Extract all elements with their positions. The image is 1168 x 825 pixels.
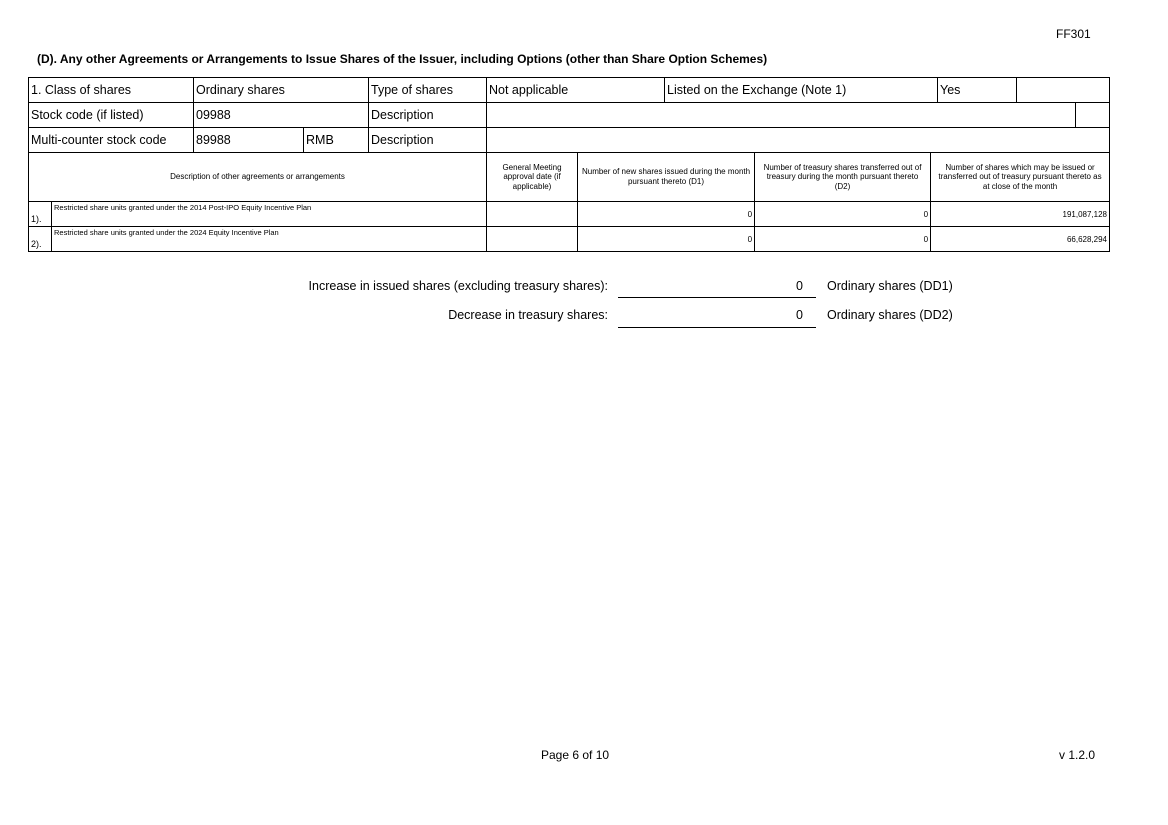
header-treasury-transferred: Number of treasury shares transferred out of treasury during the month pursuant thereto (D2) (755, 153, 931, 202)
form-code: FF301 (1056, 27, 1091, 41)
description-value-2 (487, 128, 1110, 153)
class-label: 1. Class of shares (29, 78, 194, 103)
listed-label: Listed on the Exchange (Note 1) (665, 78, 938, 103)
listed-value: Yes (938, 78, 1017, 103)
arrangements-table (28, 152, 1110, 252)
row-approval-date (487, 202, 578, 227)
header-may-be-issued: Number of shares which may be issued or transferred out of treasury pursuant thereto as at close of the month (931, 153, 1110, 202)
row-index: 1). (29, 202, 52, 227)
row-description: Restricted share units granted under the 2024 Equity Incentive Plan (52, 227, 487, 252)
table-row (29, 227, 1110, 252)
header-approval-date: General Meeting approval date (if applicable) (487, 153, 578, 202)
row-treasury-transferred: 0 (755, 227, 931, 252)
row-new-shares: 0 (578, 227, 755, 252)
empty-cell (1076, 103, 1110, 128)
row-new-shares: 0 (578, 202, 755, 227)
currency: RMB (304, 128, 369, 153)
empty-cell (1017, 78, 1110, 103)
description-label-2: Description (369, 128, 487, 153)
section-title: (D). Any other Agreements or Arrangements to Issue Shares of the Issuer, including Options (other than Share Option Schemes) (37, 52, 768, 66)
stock-code-value: 09988 (194, 103, 369, 128)
row-approval-date (487, 227, 578, 252)
version: v 1.2.0 (1059, 748, 1096, 762)
header-row (29, 153, 1110, 202)
description-value (487, 103, 1076, 128)
decrease-label: Decrease in treasury shares: (448, 308, 608, 322)
row-may-be-issued: 66,628,294 (931, 227, 1110, 252)
type-label: Type of shares (369, 78, 487, 103)
row-description: Restricted share units granted under the 2014 Post-IPO Equity Incentive Plan (52, 202, 487, 227)
decrease-value: 0 (796, 308, 803, 322)
header-description: Description of other agreements or arrangements (29, 153, 487, 202)
header-new-shares: Number of new shares issued during the month pursuant thereto (D1) (578, 153, 755, 202)
decrease-unit: Ordinary shares (DD2) (827, 308, 953, 322)
table-row (29, 202, 1110, 227)
multi-counter-value: 89988 (194, 128, 304, 153)
row-treasury-transferred: 0 (755, 202, 931, 227)
class-value: Ordinary shares (194, 78, 369, 103)
description-label: Description (369, 103, 487, 128)
increase-unit: Ordinary shares (DD1) (827, 279, 953, 293)
page-number: Page 6 of 10 (541, 748, 610, 762)
share-info-table (28, 77, 1110, 153)
increase-value: 0 (796, 279, 803, 293)
class-row (29, 78, 1110, 103)
stock-code-label: Stock code (if listed) (29, 103, 194, 128)
decrease-underline (618, 327, 816, 328)
row-index: 2). (29, 227, 52, 252)
type-value: Not applicable (487, 78, 665, 103)
multi-counter-row (29, 128, 1110, 153)
increase-label: Increase in issued shares (excluding treasury shares): (308, 279, 608, 293)
stock-code-row (29, 103, 1110, 128)
row-may-be-issued: 191,087,128 (931, 202, 1110, 227)
multi-counter-label: Multi-counter stock code (29, 128, 194, 153)
increase-underline (618, 297, 816, 298)
